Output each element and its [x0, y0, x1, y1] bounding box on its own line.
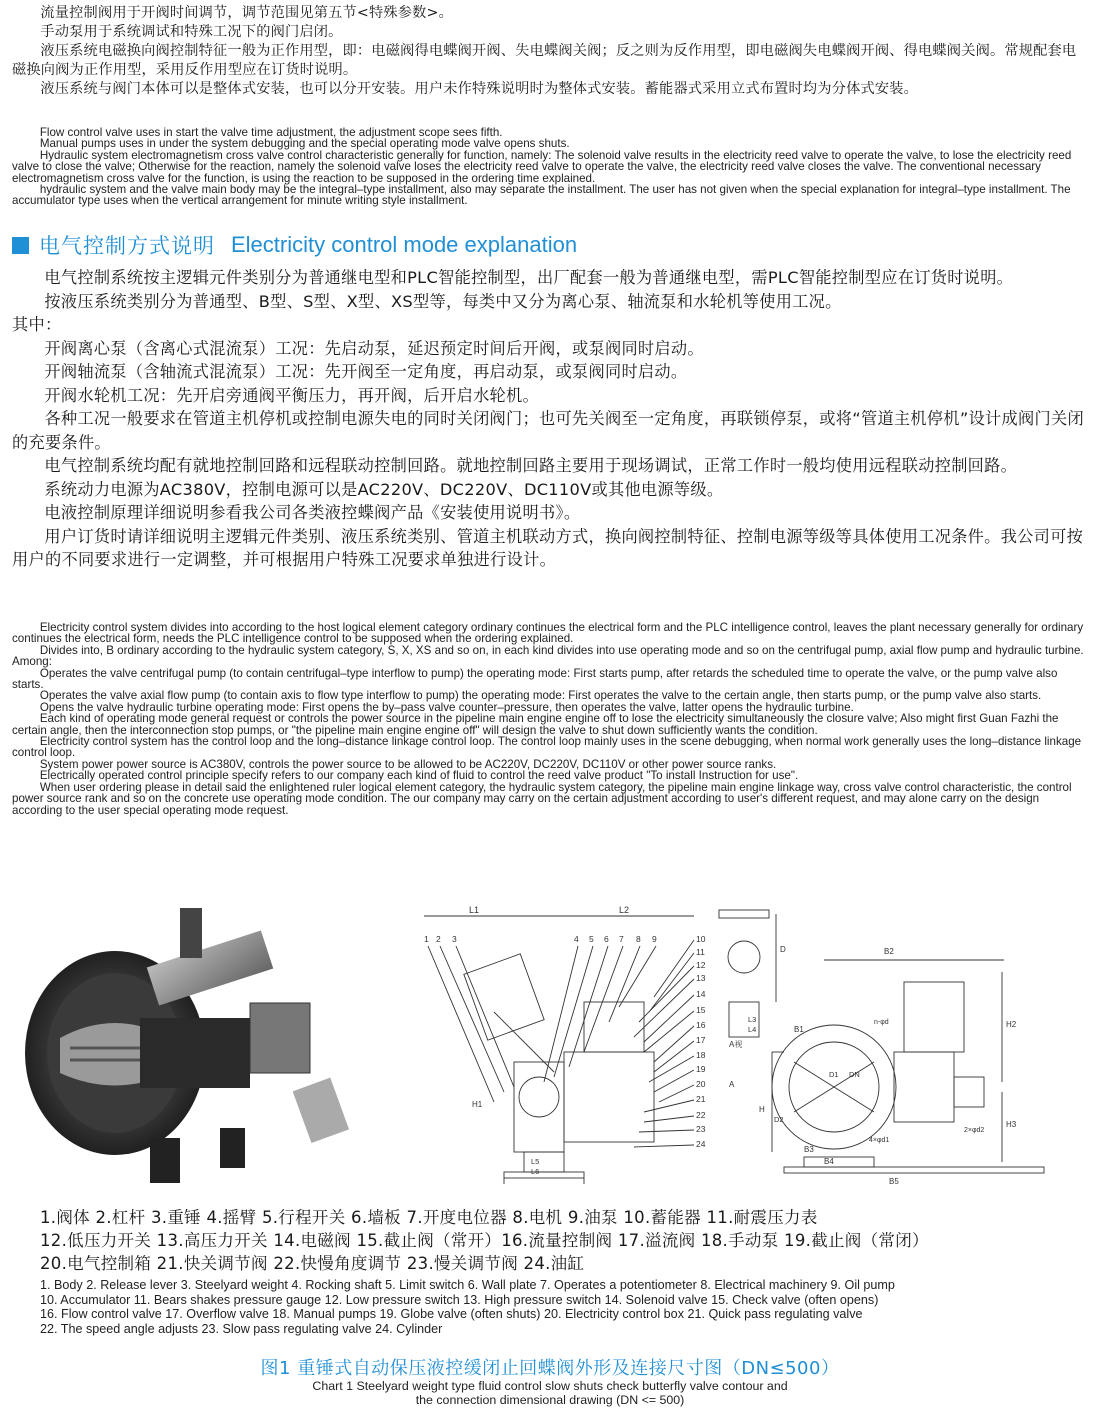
dim-label: B5: [889, 1177, 899, 1186]
callout: 9: [652, 934, 657, 944]
dim-label: L1: [469, 905, 480, 915]
callout: 19: [696, 1064, 706, 1074]
legend-zh: [40, 1206, 929, 1275]
callout: 8: [636, 934, 641, 944]
dim-label: B1: [794, 1025, 804, 1034]
callout: 12: [696, 960, 706, 970]
paragraph: Electricity control system has the control loop and the long–distance linkage control loop. The control loop mainly uses in the scene debugging, when normal work generally uses the long–distance linkage control loop.: [12, 735, 1082, 760]
callout: 22: [696, 1110, 706, 1120]
top-en-section: [12, 127, 1090, 207]
paragraph: 各种工况一般要求在管道主机停机或控制电源失电的同时关闭阀门；也可先关阀至一定角度，再联锁停泵，或将“管道主机停机”设计成阀门关闭的充要条件。: [12, 409, 1084, 452]
paragraph: Each kind of operating mode general request or controls the power source in the pipeline main engine engine off to lose the electricity simultaneously the closure valve; Also might first Guan Fazhi the certain angle, then the interconnection stop pumps, or "the pipeline main engine engine off" will design the valve to shut down sufficiently wants the condition.: [12, 712, 1059, 737]
paragraph: Operates the valve axial flow pump (to contain axis to flow type interflow to pump) the operating mode: First operates the valve to the certain angle, then starts pump, or the pump valve also starts.: [39, 689, 1042, 703]
legend-line: 16. Flow control valve 17. Overflow valve 18. Manual pumps 19. Globe valve (often shuts) 20. Electricity control box 21. Quick pass regulating valve: [40, 1307, 863, 1322]
callout: 23: [696, 1124, 706, 1134]
paragraph: Operates the valve centrifugal pump (to contain centrifugal–type interflow to pump) the operating mode: First starts pump, after retards the scheduled time to operate the valve, or the pump valve also starts.: [12, 666, 1058, 692]
dim-label: A: [729, 1080, 735, 1089]
legend-line: 12.低压力开关 13.高压力开关 14.电磁阀 15.截止阀（常开）16.流量控制阀 17.溢流阀 18.手动泵 19.截止阀（常闭）: [40, 1231, 929, 1250]
dim-label: L5: [531, 1157, 540, 1166]
legend-line: 20.电气控制箱 21.快关调节阀 22.快慢角度调节 23.慢关调节阀 24.油缸: [40, 1254, 585, 1273]
callout: 24: [696, 1139, 706, 1149]
square-bullet-icon: [12, 237, 29, 254]
dim-label: H3: [1006, 1120, 1017, 1129]
paragraph: Electrically operated control principle specify refers to our company each kind of fluid to control the reed valve product "To install Instruction for use".: [39, 769, 799, 783]
dim-label: D: [780, 945, 786, 954]
dim-label: B4: [824, 1157, 834, 1166]
paragraph: Hydraulic system electromagnetism cross valve control characteristic generally for function, namely: The solenoid valve results in the electricity reed valve to operate the valve, to lose the electricity reed valve to close the valve; Otherwise for the reaction, namely the solenoid valve loses the electricity reed valve to operate the valve, the electricity reed valve closes the valve. The conventional necessary electromagnetism cross valve for the function, is using the reaction to be supposed in the ordering time explained.: [12, 148, 1072, 185]
dim-label: L6: [531, 1167, 540, 1176]
dim-label: L3: [748, 1015, 757, 1024]
paragraph: Flow control valve uses in start the valve time adjustment, the adjustment scope sees fifth.: [39, 126, 503, 139]
dim-label: 2×φd2: [964, 1127, 985, 1134]
dim-label: B3: [804, 1145, 814, 1154]
dim-label: D1: [829, 1070, 839, 1079]
paragraph: System power power source is AC380V, controls the power source to be allowed to be AC220V, DC220V, DC110V or other power source ranks.: [39, 757, 777, 771]
dim-label: 4×φd1: [869, 1137, 890, 1144]
callout: 1: [424, 934, 429, 944]
caption-line: the connection dimensional drawing (DN <= 500): [415, 1393, 685, 1408]
paragraph: 开阀轴流泵（含轴流式混流泵）工况：先开阀至一定角度，再启动泵，或泵阀同时启动。: [44, 362, 688, 381]
callout: 7: [619, 934, 624, 944]
paragraph: When user ordering please in detail said the enlightened ruler logical element category, the hydraulic system category, the pipeline main engine linkage way, cross valve control characteristic, the control power source rank and so on the concrete use operating mode condition. The our company may carry on the certain adjustment according to user's different request, and may alone carry on the design according to the user special operating mode request.: [12, 780, 1072, 817]
section-heading-en: Electricity control mode explanation: [231, 232, 578, 257]
dim-label: DN: [849, 1070, 860, 1079]
dim-label: L2: [619, 905, 630, 915]
callout: 6: [604, 934, 609, 944]
caption-line: Chart 1 Steelyard weight type fluid control slow shuts check butterfly valve contour and: [312, 1379, 788, 1393]
paragraph: 液压系统与阀门本体可以是整体式安装，也可以分开安装。用户未作特殊说明时为整体式安装。蓄能器式采用立式布置时均为分体式安装。: [40, 81, 919, 97]
callout: 4: [574, 934, 579, 944]
callout: 21: [696, 1094, 706, 1104]
dim-label: n-φd: [874, 1019, 889, 1026]
legend-line: 1.阀体 2.杠杆 3.重锤 4.摇臂 5.行程开关 6.墙板 7.开度电位器 8.电机 9.油泵 10.蓄能器 11.耐震压力表: [40, 1208, 818, 1227]
section-heading: [12, 232, 577, 258]
paragraph: Divides into, B ordinary according to the hydraulic system category, S, X, XS and so on, in each kind divides into use operating mode and so on the centrifugal pump, axial flow pump and hydraulic turbine. Among:: [12, 643, 1084, 669]
paragraph: Opens the valve hydraulic turbine operating mode: First opens the by–pass valve counter–pressure, then operates the valve, latter opens the hydraulic turbine.: [39, 700, 854, 714]
dim-label: D2: [774, 1115, 784, 1124]
paragraph: 其中：: [12, 315, 62, 334]
callout: 16: [696, 1020, 706, 1030]
paragraph: 电气控制系统按主逻辑元件类别分为普通继电型和PLC智能控制型，出厂配套一般为普通继电型，需PLC智能控制型应在订货时说明。: [44, 268, 1014, 287]
paragraph: 按液压系统类别分为普通型、B型、S型、X型、XS型等，每类中又分为离心泵、轴流泵和水轮机等使用工况。: [44, 291, 842, 311]
callout: 13: [696, 973, 706, 983]
callout: 3: [452, 934, 457, 944]
legend-en: [40, 1278, 895, 1336]
callout: 5: [589, 934, 594, 944]
figure-caption-zh: 图1 重锤式自动保压液控缓闭止回蝶阀外形及连接尺寸图（DN≤500）: [260, 1358, 840, 1379]
callout: 2: [436, 934, 441, 944]
paragraph: Manual pumps uses in under the system debugging and the special operating mode valve opens shuts.: [39, 137, 570, 151]
paragraph: 系统动力电源为AC380V，控制电源可以是AC220V、DC220V、DC110V或其他电源等级。: [44, 479, 724, 499]
callout: 18: [696, 1050, 706, 1060]
paragraph: 开阀离心泵（含离心式混流泵）工况：先启动泵，延迟预定时间后开阀，或泵阀同时启动。: [44, 338, 704, 358]
callout: 14: [696, 989, 706, 999]
callout: 15: [696, 1005, 706, 1015]
paragraph: 用户订货时请详细说明主逻辑元件类别、液压系统类别、管道主机联动方式，换向阀控制特征、控制电源等级等具体使用工况条件。我公司可按用户的不同要求进行一定调整，并可根据用户特殊工况要求单独进行设计。: [12, 526, 1084, 569]
engineering-drawing: [404, 902, 1094, 1202]
callout: 20: [696, 1079, 706, 1089]
top-zh-section: [12, 4, 1090, 99]
dim-label: H: [759, 1105, 765, 1114]
electric-en-section: [12, 622, 1090, 816]
figure-area: [0, 898, 1100, 1208]
dim-label: B2: [884, 947, 894, 956]
paragraph: 开阀水轮机工况：先开启旁通阀平衡压力，再开阀，后开启水轮机。: [44, 385, 540, 405]
paragraph: 手动泵用于系统调试和特殊工况下的阀门启闭。: [40, 24, 343, 40]
figure-caption-en: [0, 1379, 1100, 1407]
electric-zh-section: [12, 266, 1090, 572]
paragraph: Electricity control system divides into according to the host logical element category ordinary continues the electrical form and the PLC intelligence control, leaves the plant necessary generally for ordinary continues the electrical form, needs the PLC intelligence control to be supposed when the ordering explained.: [12, 621, 1084, 646]
paragraph: 电液控制原理详细说明参看我公司各类液控蝶阀产品《安装使用说明书》。: [44, 503, 581, 522]
paragraph: 流量控制阀用于开阀时间调节，调节范围见第五节<特殊参数>。: [40, 5, 454, 21]
callout: 17: [696, 1035, 706, 1045]
legend-line: 22. The speed angle adjusts 23. Slow pass regulating valve 24. Cylinder: [40, 1321, 443, 1336]
paragraph: 液压系统电磁换向阀控制特征一般为正作用型，即：电磁阀得电蝶阀开阀、失电蝶阀关阀；反之则为反作用型，即电磁阀失电蝶阀开阀、得电蝶阀关阀。常规配套电磁换向阀为正作用型，采用反作用型应在订货时说明。: [12, 43, 1077, 78]
paragraph: 电气控制系统均配有就地控制回路和远程联动控制回路。就地控制回路主要用于现场调试，正常工作时一般均使用远程联动控制回路。: [44, 456, 1018, 475]
dim-label: H2: [1006, 1020, 1017, 1029]
paragraph: hydraulic system and the valve main body may be the integral–type installment, also may separate the installment. The user has not given when the special explanation for integral–type installment. The accumulator type uses when the vertical arrangement for minute writing style installment.: [12, 183, 1071, 208]
legend-line: 1. Body 2. Release lever 3. Steelyard weight 4. Rocking shaft 5. Limit switch 6. Wall plate 7. Operates a potentiometer 8. Electrical machinery 9. Oil pump: [40, 1278, 895, 1292]
dim-label: L4: [748, 1025, 757, 1034]
valve-photo: [20, 898, 360, 1198]
section-heading-zh: 电气控制方式说明: [39, 234, 215, 258]
callout: 11: [696, 947, 705, 957]
legend-line: 10. Accumulator 11. Bears shakes pressure gauge 12. Low pressure switch 13. High pressure switch 14. Solenoid valve 15. Check valve (often opens): [40, 1292, 879, 1307]
view-label: A视: [729, 1040, 743, 1049]
dim-label: H1: [472, 1100, 483, 1109]
callout: 10: [696, 934, 706, 944]
